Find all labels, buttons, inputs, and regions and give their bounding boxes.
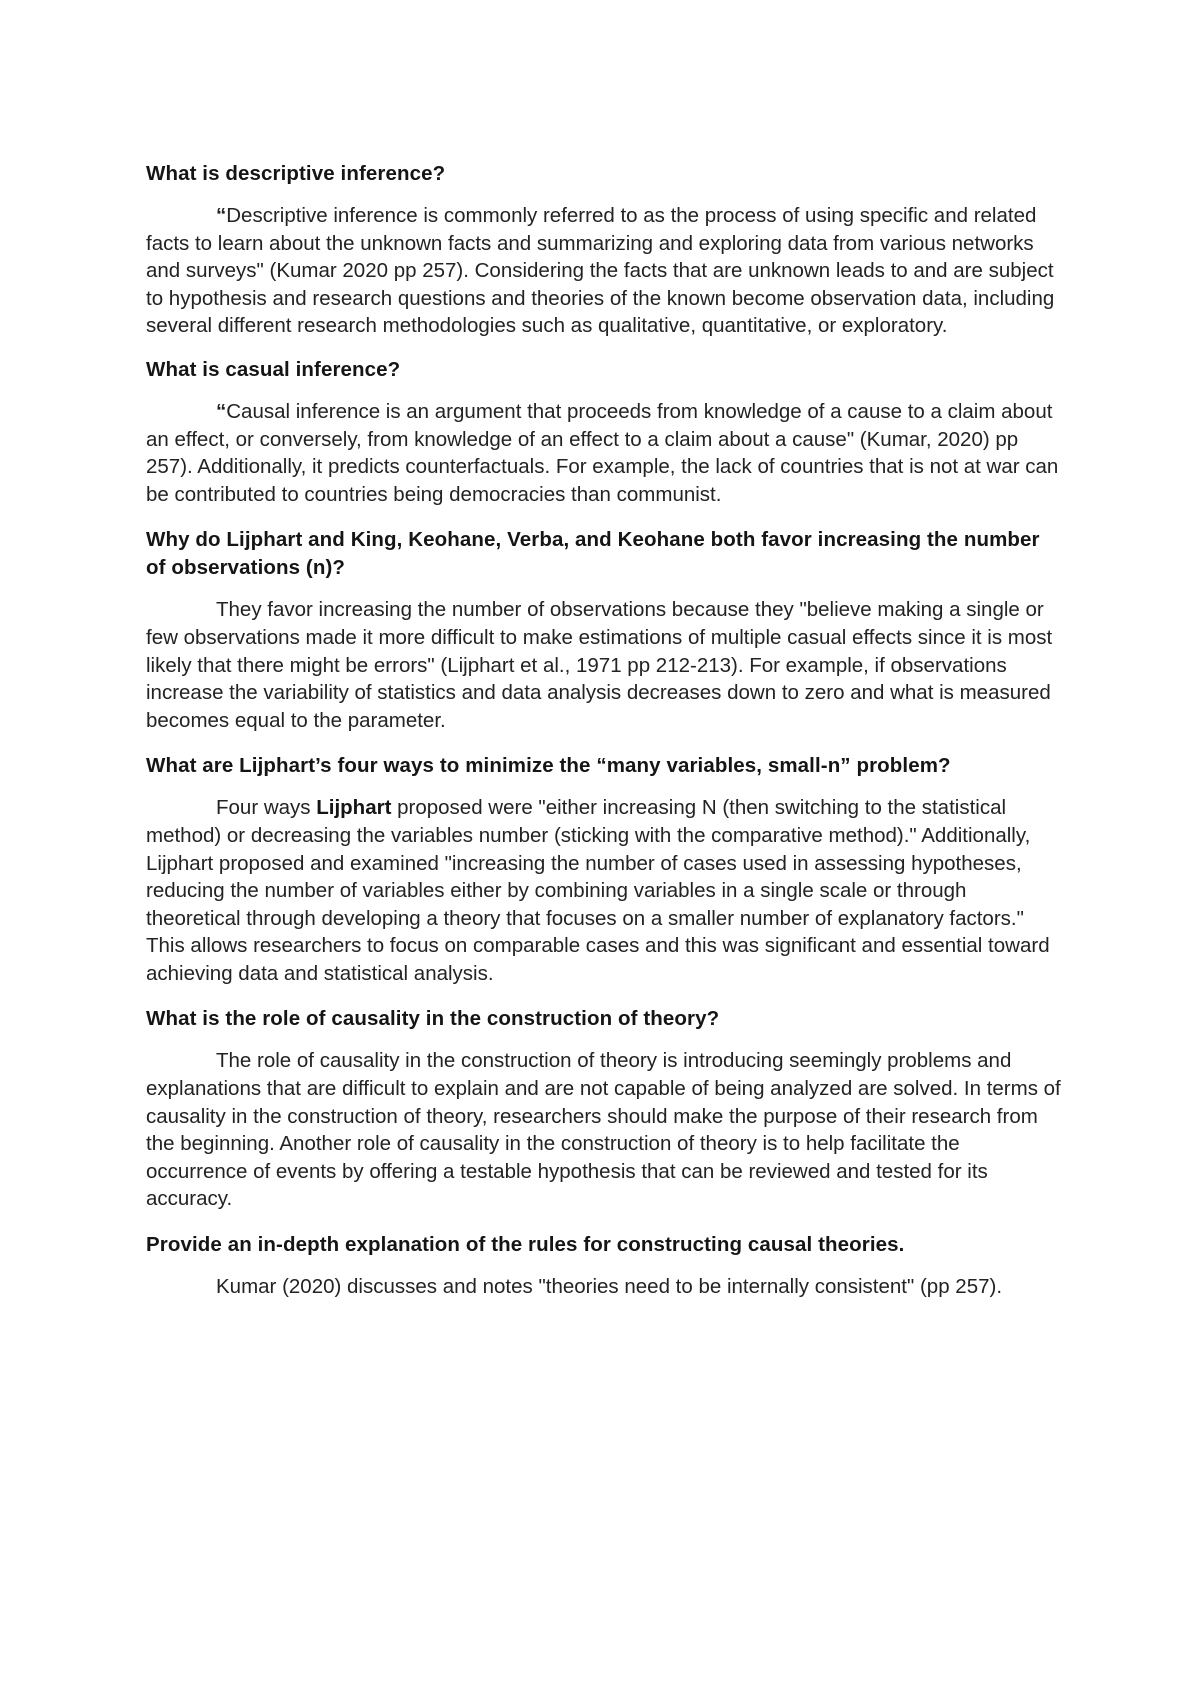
- section-heading: What are Lijphart’s four ways to minimize the “many variables, small-n” problem?: [146, 754, 951, 778]
- section-observations: [146, 526, 1064, 734]
- section-paragraph: [146, 1047, 1064, 1213]
- opening-quote: “: [216, 204, 227, 227]
- paragraph-text: Causal inference is an argument that proceeds from knowledge of a cause to a claim about an effect, or conversely, from knowledge of an effect to a claim about a cause" (Kumar, 2020) pp 257). Additionally, it predicts counterfactuals. For example, the lack of countries that is not at war can be contributed to countries being democracies than communist.: [146, 399, 1059, 506]
- opening-quote: “: [216, 399, 227, 423]
- section-heading: What is the role of causality in the construction of theory?: [146, 1007, 720, 1031]
- paragraph-text: They favor increasing the number of observations because they "believe making a single or few observations made it more difficult to make estimations of multiple casual effects since it is most likely that there might be errors" (Lijphart et al., 1971 pp 212-213). For example, if observations increase the variability of statistics and data analysis decreases down to zero and what is measured becomes equal to the parameter.: [146, 598, 1053, 732]
- document-page: [146, 160, 1064, 1319]
- section-heading: What is casual inference?: [146, 357, 401, 381]
- section-paragraph: [146, 596, 1064, 734]
- section-paragraph: [146, 398, 1064, 508]
- section-heading: Provide an in-depth explanation of the rules for constructing causal theories.: [146, 1233, 905, 1257]
- section-four-ways: [146, 752, 1064, 987]
- paragraph-text: Descriptive inference is commonly referred to as the process of using specific and related facts to learn about the unknown facts and summarizing and exploring data from various networks and surveys" (Kumar 2020 pp 257). Considering the facts that are unknown leads to and are subject to hypothesis and research questions and theories of the known become observation data, including several different research methodologies such as qualitative, quantitative, or exploratory.: [146, 204, 1055, 338]
- author-name-bold: Lijphart: [316, 796, 392, 820]
- section-role-of-causality: [146, 1005, 1064, 1213]
- paragraph-text: Kumar (2020) discusses and notes "theories need to be internally consistent" (pp 257).: [216, 1275, 1003, 1299]
- section-paragraph: [146, 794, 1064, 987]
- paragraph-text: The role of causality in the construction of theory is introducing seemingly problems and explanations that are difficult to explain and are not capable of being analyzed are solved. In terms of causality in the construction of theory, researchers should make the purpose of their research from the beginning. Another role of causality in the construction of theory is to help facilitate the occurrence of events by offering a testable hypothesis that can be reviewed and tested for its accuracy.: [146, 1049, 1061, 1211]
- section-paragraph: [146, 1273, 1064, 1301]
- paragraph-text-end: proposed were "either increasing N (then switching to the statistical method) or decreasing the variables number (sticking with the comparative method)." Additionally, Lijphart proposed and examined "increasing the number of cases used in assessing hypotheses, reducing the number of variables either by combining variables in a single scale or through theoretical through developing a theory that focuses on a smaller number of explanatory factors." This allows researchers to focus on comparable cases and this was significant and essential toward achieving data and statistical analysis.: [146, 796, 1050, 985]
- section-heading: What is descriptive inference?: [146, 162, 446, 185]
- section-casual-inference: [146, 356, 1064, 508]
- section-heading: Why do Lijphart and King, Keohane, Verba, and Keohane both favor increasing the number of observations (n)?: [146, 528, 1040, 580]
- section-descriptive-inference: [146, 160, 1064, 340]
- section-causal-theory-rules: [146, 1231, 1064, 1301]
- section-paragraph: [146, 202, 1064, 340]
- paragraph-text-start: Four ways: [216, 796, 317, 820]
